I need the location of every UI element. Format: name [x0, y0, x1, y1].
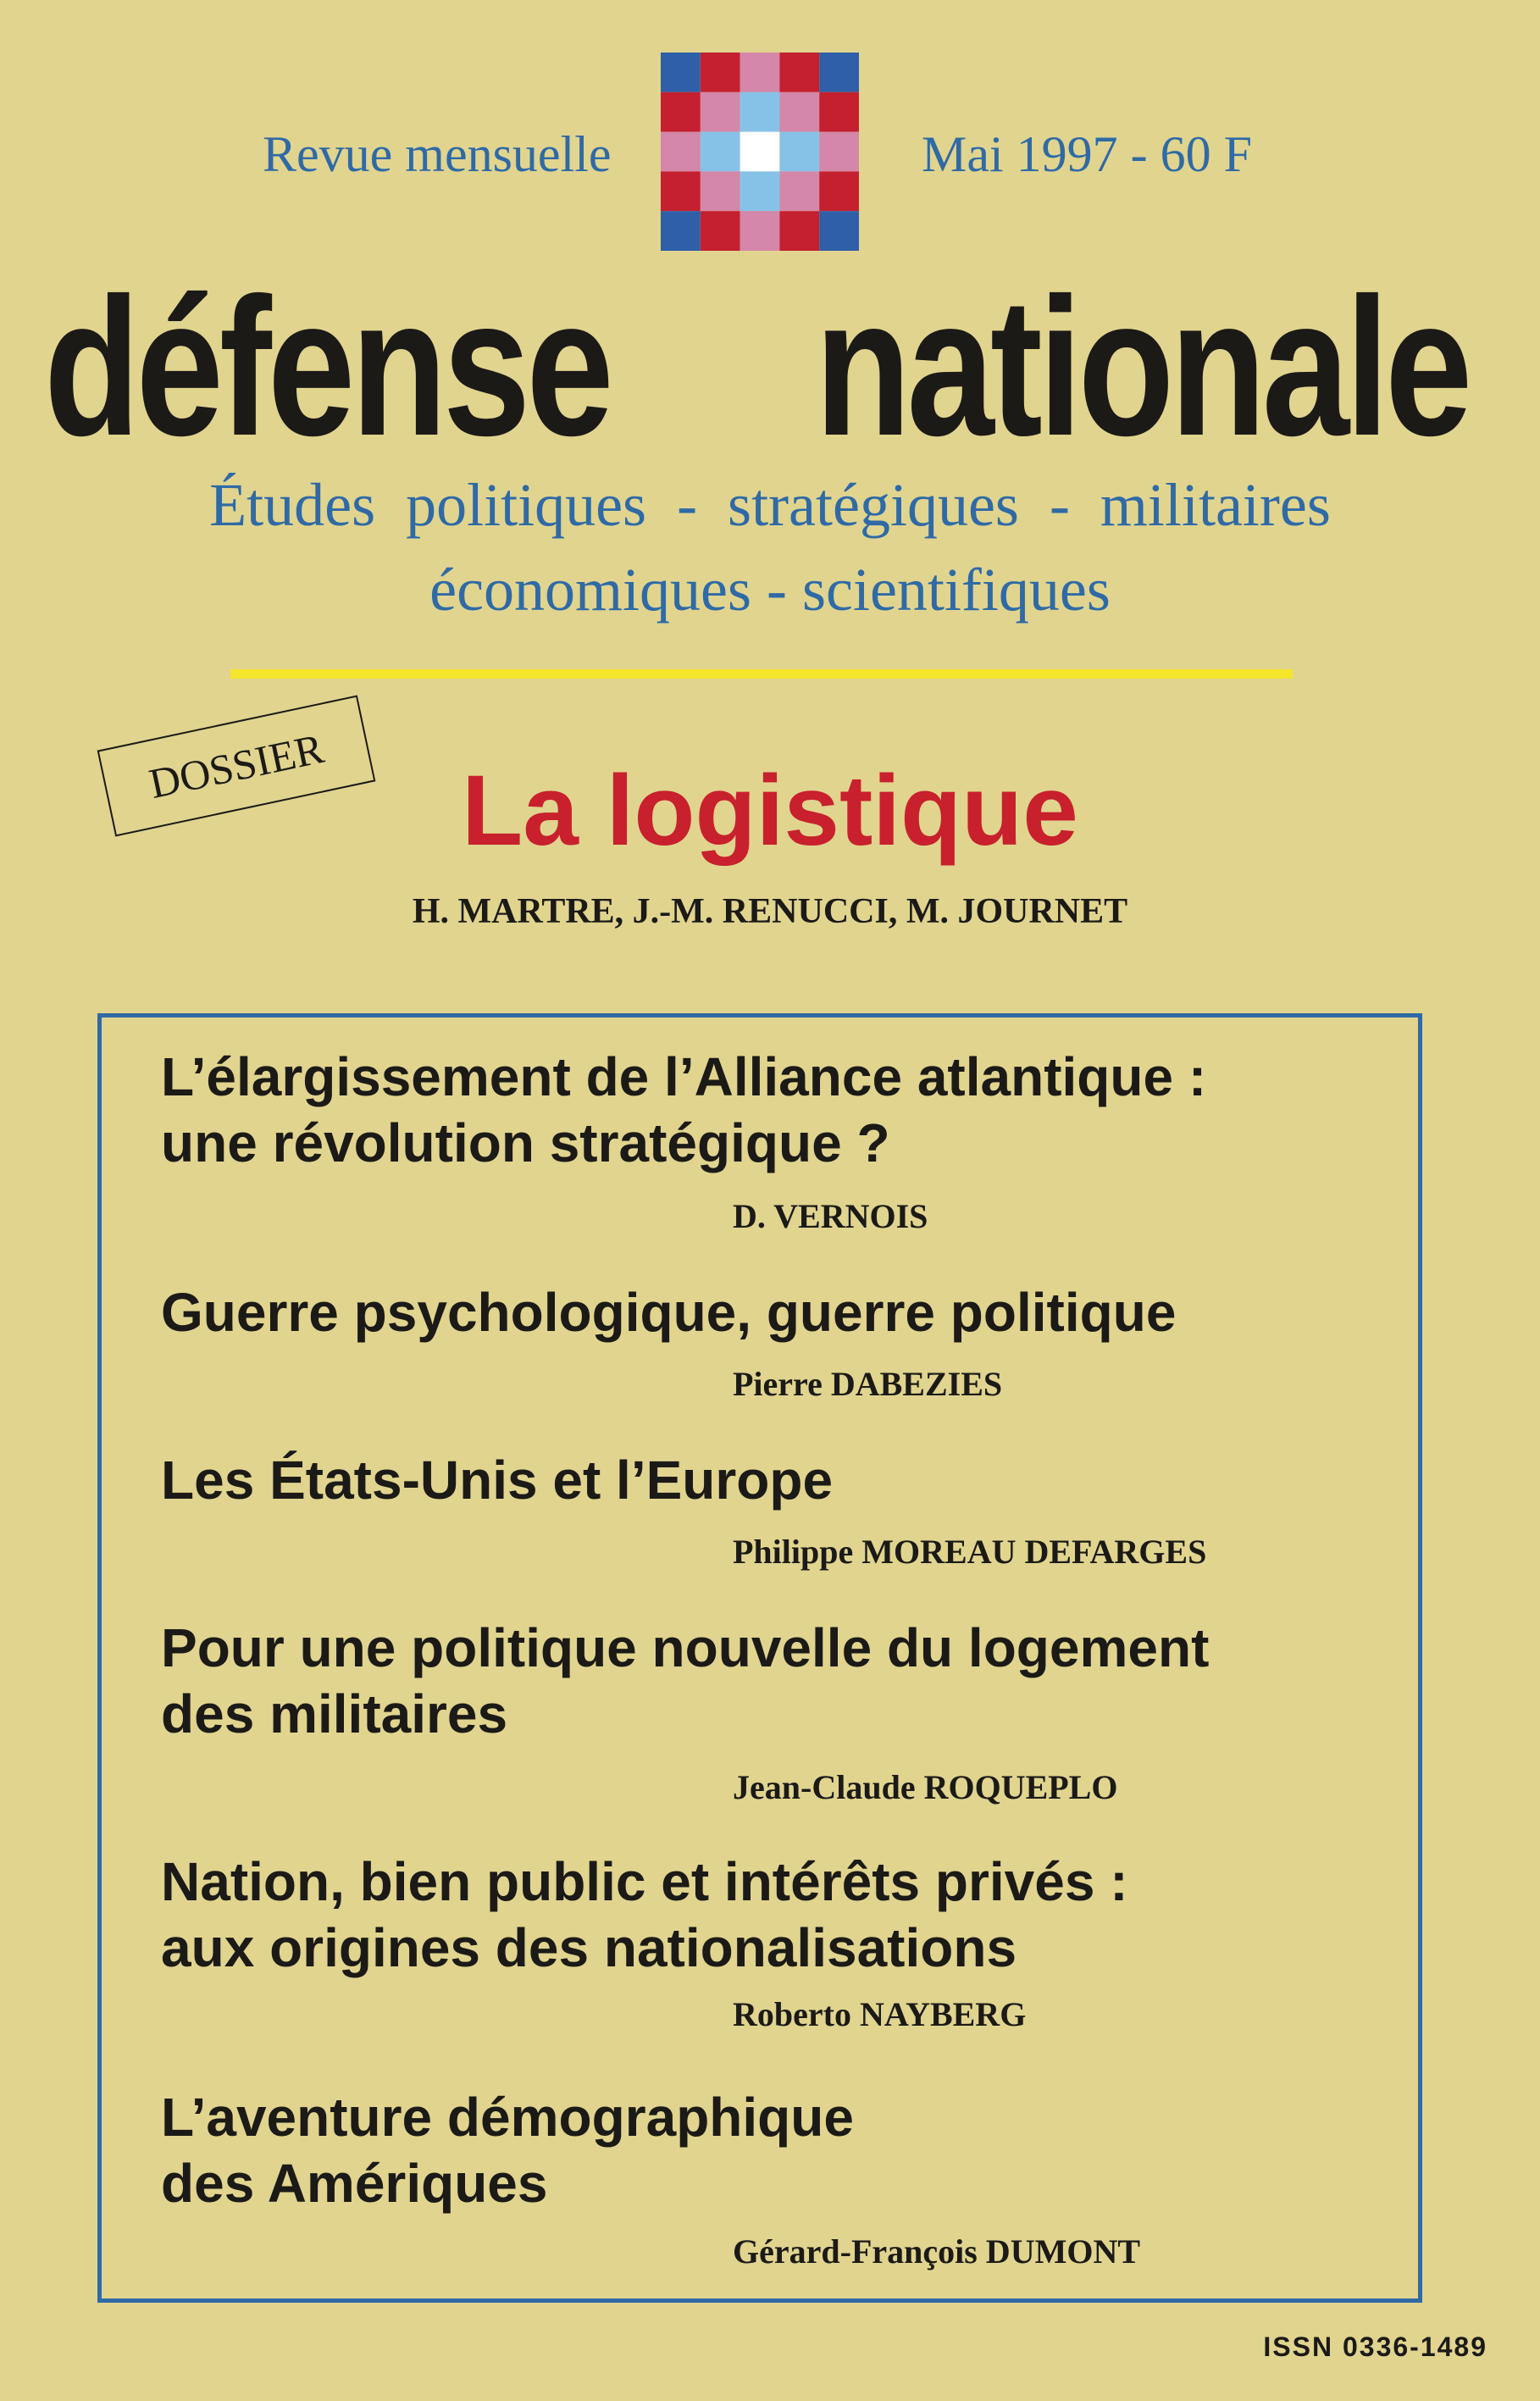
- logo-cell: [701, 211, 740, 251]
- logo-cell: [819, 211, 859, 251]
- article-4-line-2: des militaires: [161, 1683, 508, 1745]
- article-1-author: D. VERNOIS: [733, 1197, 928, 1235]
- subtitle-line-2: économiques - scientifiques: [429, 556, 1111, 624]
- logo-cell: [701, 53, 740, 92]
- logo-cell: [819, 132, 859, 172]
- article-2-title: Guerre psychologique, guerre politique: [161, 1282, 1177, 1343]
- logo-cell: [819, 92, 859, 132]
- yellow-divider: [230, 669, 1293, 679]
- issue-date-price: Mai 1997 - 60 F: [922, 126, 1252, 182]
- article-6-title: [161, 2084, 1432, 2216]
- article-3-author: Philippe MOREAU DEFARGES: [733, 1533, 1207, 1571]
- article-5-author: Roberto NAYBERG: [733, 1995, 1027, 2033]
- article-1-title: [161, 1044, 1432, 1176]
- article-4-author: Jean-Claude ROQUEPLO: [733, 1768, 1118, 1806]
- logo-cell: [701, 92, 740, 132]
- logo-cell: [819, 53, 859, 92]
- subtitle-line-1: Études politiques - stratégiques - militaires: [209, 471, 1331, 539]
- article-4-line-1: Pour une politique nouvelle du logement: [161, 1617, 1210, 1678]
- article-5-title: [161, 1849, 1432, 1981]
- dossier-stamp: DOSSIER: [97, 695, 376, 836]
- logo-cell: [661, 132, 701, 172]
- article-2-author: Pierre DABEZIES: [733, 1365, 1003, 1403]
- logo-cell: [701, 171, 740, 211]
- periodicity-label: Revue mensuelle: [263, 126, 612, 182]
- dossier-authors: H. MARTRE, J.-M. RENUCCI, M. JOURNET: [412, 892, 1128, 931]
- logo-cell: [740, 171, 780, 211]
- article-4-title: [161, 1615, 1432, 1747]
- logo-cell: [661, 211, 701, 251]
- article-1-line-2: une révolution stratégique ?: [161, 1112, 890, 1174]
- logo-cell: [740, 132, 780, 172]
- logo-cell: [661, 53, 701, 92]
- magazine-title: [0, 258, 1540, 477]
- logo-cell: [779, 92, 819, 132]
- article-3-title: Les États-Unis et l’Europe: [161, 1450, 834, 1511]
- logo-cell: [661, 92, 701, 132]
- logo-cell: [701, 132, 740, 172]
- title-word-defense: défense: [44, 258, 610, 477]
- logo-cell: [740, 53, 780, 92]
- logo-cell: [819, 171, 859, 211]
- article-6-author: Gérard-François DUMONT: [733, 2232, 1141, 2271]
- logo-cell: [740, 211, 780, 251]
- article-5-line-1: Nation, bien public et intérêts privés :: [161, 1851, 1128, 1912]
- title-word-nationale: nationale: [815, 258, 1469, 477]
- article-6-line-1: L’aventure démographique: [161, 2087, 854, 2148]
- article-5-line-2: aux origines des nationalisations: [161, 1917, 1017, 1979]
- issn-number: ISSN 0336-1489: [1263, 2332, 1487, 2362]
- logo-cell: [779, 211, 819, 251]
- checkerboard-logo: [661, 53, 859, 251]
- article-1-line-1: L’élargissement de l’Alliance atlantique :: [161, 1046, 1207, 1107]
- logo-cell: [740, 92, 780, 132]
- logo-cell: [779, 132, 819, 172]
- logo-cell: [661, 171, 701, 211]
- logo-cell: [779, 171, 819, 211]
- dossier-title: La logistique: [462, 755, 1078, 867]
- article-6-line-2: des Amériques: [161, 2153, 548, 2215]
- logo-cell: [779, 53, 819, 92]
